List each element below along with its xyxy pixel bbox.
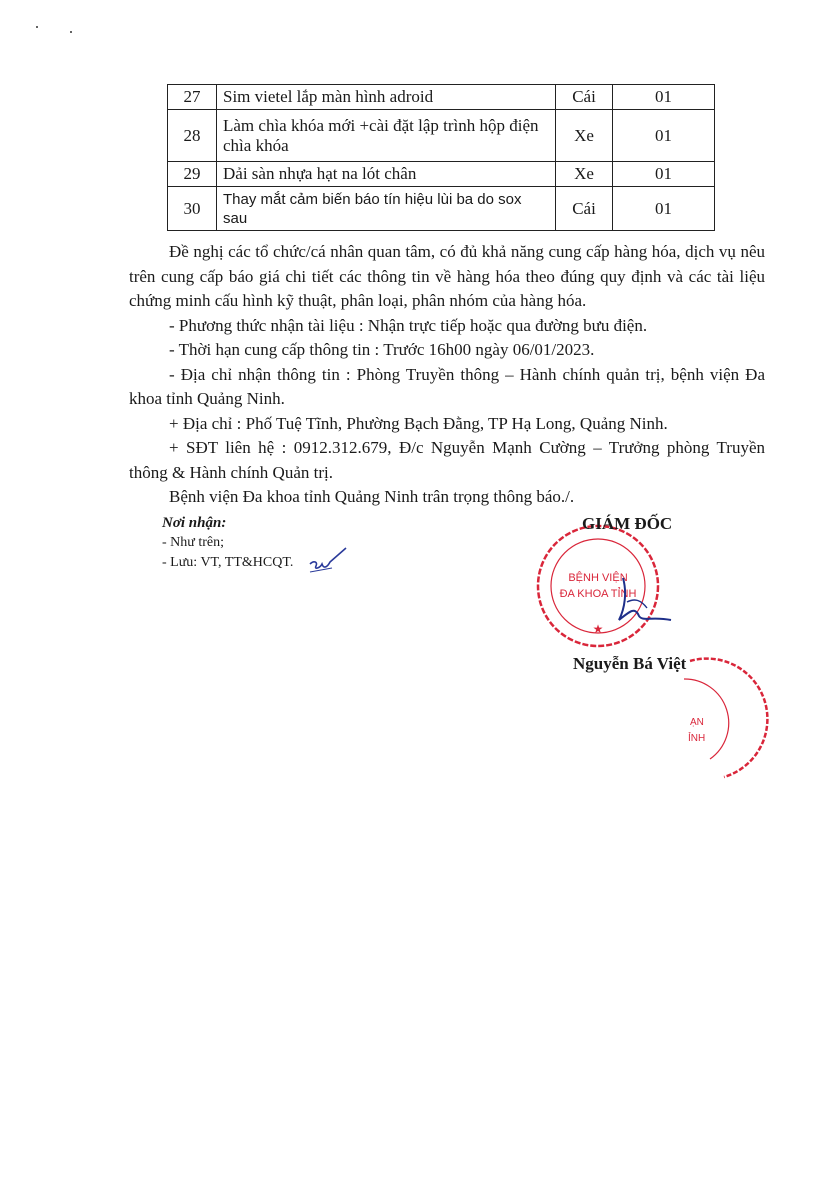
- signer-name: Nguyễn Bá Việt: [573, 654, 687, 673]
- recipients-label: Nơi nhận:: [162, 515, 227, 531]
- item-unit: Xe: [556, 162, 613, 187]
- closing-line: Bệnh viện Đa khoa tỉnh Quảng Ninh trân trọng thông báo./.: [169, 487, 575, 506]
- deadline: - Thời hạn cung cấp thông tin : Trước 16h00 ngày 06/01/2023.: [169, 340, 595, 359]
- recipient-item: - Lưu: VT, TT&HCQT.: [162, 555, 294, 570]
- row-number: 27: [168, 85, 217, 110]
- item-name: Làm chìa khóa mới +cài đặt lập trình hộp điện chìa khóa: [217, 110, 556, 162]
- contact-phone: + SĐT liên hệ : 0912.312.679, Đ/c Nguyễn Mạnh Cường – Trưởng phòng Truyền thông & Hành chính Quản trị.: [129, 438, 765, 482]
- handwritten-initial: [306, 546, 350, 580]
- stamp-star-icon: ★: [592, 622, 604, 636]
- items-table: [167, 84, 715, 231]
- stamp-text-line2: ĐA KHOA TỈNH: [559, 588, 637, 600]
- street-address: + Địa chỉ : Phố Tuệ Tĩnh, Phường Bạch Đằng, TP Hạ Long, Quảng Ninh.: [169, 413, 668, 433]
- svg-text:ỈNH: ỈNH: [688, 733, 706, 744]
- item-quantity: 01: [613, 162, 715, 187]
- item-name: Sim vietel lắp màn hình adroid: [217, 85, 556, 110]
- row-number: 28: [168, 110, 217, 162]
- item-unit: Cái: [556, 85, 613, 110]
- item-unit: Cái: [556, 187, 613, 231]
- item-quantity: 01: [613, 187, 715, 231]
- stamp-text-line1: BỆNH VIỆN: [568, 572, 628, 584]
- row-number: 30: [168, 187, 217, 231]
- scan-specks: [34, 22, 94, 42]
- item-quantity: 01: [613, 110, 715, 162]
- item-name: Thay mắt cảm biến báo tín hiệu lùi ba do sox sau: [217, 187, 556, 231]
- recipients-block: [162, 513, 293, 573]
- request-paragraph: Đề nghị các tổ chức/cá nhân quan tâm, có đủ khả năng cung cấp hàng hóa, dịch vụ nêu trên cung cấp báo giá chi tiết các thông tin về hàng hóa theo đúng quy định và các tài liệu chứng minh cấu hình kỹ thuật, phân loại, phân nhóm của hàng hóa.: [129, 242, 765, 310]
- row-number: 29: [168, 162, 217, 187]
- svg-text:ẠN: ẠN: [690, 717, 704, 728]
- handwritten-signature: [605, 572, 675, 632]
- submission-method: - Phương thức nhận tài liệu : Nhận trực tiếp hoặc qua đường bưu điện.: [169, 315, 648, 335]
- table-row: [168, 187, 715, 231]
- table-row: [168, 162, 715, 187]
- receiving-address: - Địa chỉ nhận thông tin : Phòng Truyền thông – Hành chính quản trị, bệnh viện Đa khoa tỉnh Quảng Ninh.: [129, 364, 765, 408]
- director-title: GIÁM ĐỐC: [582, 514, 673, 533]
- partial-stamp: [680, 653, 770, 788]
- recipient-item: - Như trên;: [162, 535, 225, 550]
- table-row: [168, 110, 715, 162]
- item-unit: Xe: [556, 110, 613, 162]
- notice-body: [129, 240, 765, 510]
- item-quantity: 01: [613, 85, 715, 110]
- item-name: Dải sàn nhựa hạt na lót chân: [217, 162, 556, 187]
- table-row: [168, 85, 715, 110]
